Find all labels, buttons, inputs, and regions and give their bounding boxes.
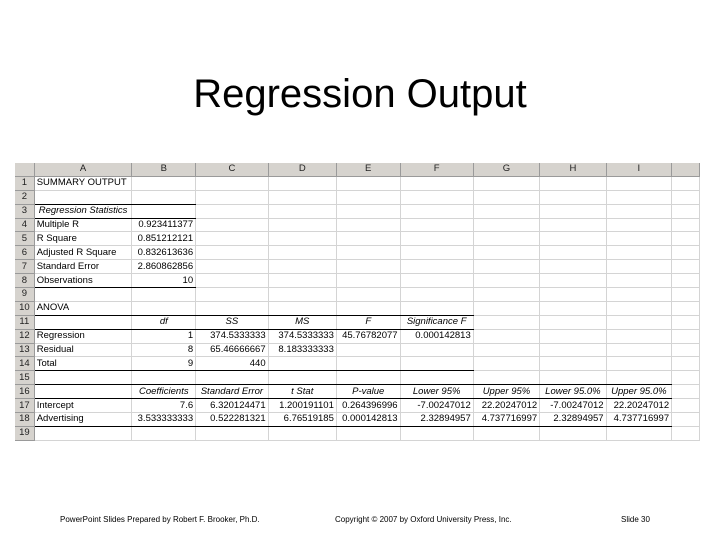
cell[interactable] [34, 426, 132, 440]
column-header-d[interactable]: D [268, 163, 336, 176]
select-all-corner[interactable] [15, 163, 34, 176]
cell[interactable] [196, 288, 269, 302]
cell[interactable] [336, 357, 400, 371]
cell[interactable] [400, 288, 473, 302]
cell[interactable] [473, 426, 539, 440]
cell[interactable] [34, 288, 132, 302]
row-header[interactable]: 5 [15, 232, 34, 246]
row-header[interactable]: 16 [15, 385, 34, 399]
cell[interactable] [196, 301, 269, 315]
cell[interactable]: Coefficients [132, 385, 196, 399]
column-header-extra[interactable] [672, 163, 700, 176]
cell[interactable] [400, 246, 473, 260]
cell[interactable]: 0.264396996 [336, 399, 400, 413]
cell[interactable]: -7.00247012 [400, 399, 473, 413]
sheet-row [15, 204, 700, 218]
row-header[interactable]: 6 [15, 246, 34, 260]
cell[interactable]: 2.860862856 [132, 260, 196, 274]
cell[interactable] [473, 246, 539, 260]
cell[interactable] [540, 357, 606, 371]
cell[interactable] [540, 246, 606, 260]
cell[interactable]: 0.522281321 [196, 413, 269, 427]
cell[interactable] [34, 190, 132, 204]
spreadsheet [15, 163, 700, 439]
cell[interactable] [336, 190, 400, 204]
row-header[interactable]: 14 [15, 357, 34, 371]
column-header-g[interactable]: G [473, 163, 539, 176]
sheet-row [15, 343, 700, 357]
cell[interactable]: df [132, 315, 196, 329]
cell[interactable]: 374.5333333 [268, 329, 336, 343]
cell[interactable] [540, 274, 606, 288]
cell[interactable]: Intercept [34, 399, 132, 413]
cell[interactable] [400, 232, 473, 246]
cell[interactable]: MS [268, 315, 336, 329]
cell[interactable] [336, 232, 400, 246]
cell[interactable] [606, 274, 672, 288]
cell[interactable]: 2.32894957 [400, 413, 473, 427]
cell[interactable] [540, 204, 606, 218]
cell[interactable]: 0.000142813 [336, 413, 400, 427]
cell[interactable] [336, 218, 400, 232]
cell[interactable]: R Square [34, 232, 132, 246]
cell[interactable] [196, 218, 269, 232]
cell[interactable]: 1 [132, 329, 196, 343]
cell[interactable] [268, 274, 336, 288]
cell[interactable] [672, 176, 700, 190]
cell[interactable] [540, 371, 606, 385]
cell[interactable]: Upper 95.0% [606, 385, 672, 399]
cell[interactable] [672, 301, 700, 315]
cell[interactable] [400, 343, 473, 357]
footer-credit: PowerPoint Slides Prepared by Robert F. Brooker, Ph.D. [60, 515, 260, 524]
cell[interactable] [132, 301, 196, 315]
cell[interactable] [473, 371, 539, 385]
cell[interactable] [336, 301, 400, 315]
cell[interactable] [34, 315, 132, 329]
sheet-row [15, 385, 700, 399]
cell[interactable] [336, 426, 400, 440]
cell[interactable]: 4.737716997 [606, 413, 672, 427]
column-header-a[interactable]: A [34, 163, 132, 176]
cell[interactable] [336, 371, 400, 385]
cell[interactable] [606, 176, 672, 190]
sheet-row [15, 413, 700, 427]
cell[interactable] [606, 260, 672, 274]
cell[interactable] [132, 190, 196, 204]
cell[interactable] [540, 315, 606, 329]
cell[interactable] [672, 413, 700, 427]
cell[interactable] [540, 176, 606, 190]
cell[interactable] [672, 190, 700, 204]
cell[interactable] [400, 204, 473, 218]
row-header[interactable]: 9 [15, 288, 34, 302]
cell[interactable]: 22.20247012 [606, 399, 672, 413]
cell[interactable]: 0.923411377 [132, 218, 196, 232]
cell[interactable] [473, 301, 539, 315]
cell[interactable] [540, 218, 606, 232]
cell[interactable]: Upper 95% [473, 385, 539, 399]
cell[interactable] [268, 288, 336, 302]
row-header[interactable]: 13 [15, 343, 34, 357]
cell[interactable] [606, 315, 672, 329]
cell[interactable] [473, 204, 539, 218]
row-header[interactable]: 8 [15, 274, 34, 288]
row-header[interactable]: 2 [15, 190, 34, 204]
cell[interactable]: 9 [132, 357, 196, 371]
cell[interactable] [400, 274, 473, 288]
cell[interactable] [268, 246, 336, 260]
cell[interactable] [336, 204, 400, 218]
cell[interactable] [34, 385, 132, 399]
cell[interactable] [606, 218, 672, 232]
cell[interactable] [196, 426, 269, 440]
row-header[interactable]: 17 [15, 399, 34, 413]
cell[interactable] [672, 357, 700, 371]
row-header[interactable]: 10 [15, 301, 34, 315]
row-header[interactable]: 1 [15, 176, 34, 190]
row-header[interactable]: 19 [15, 426, 34, 440]
cell[interactable] [132, 371, 196, 385]
cell[interactable] [196, 176, 269, 190]
cell[interactable] [268, 260, 336, 274]
cell[interactable]: Residual [34, 343, 132, 357]
cell[interactable] [540, 190, 606, 204]
cell[interactable] [196, 260, 269, 274]
cell[interactable] [400, 371, 473, 385]
cell[interactable]: Lower 95% [400, 385, 473, 399]
sheet-row [15, 218, 700, 232]
sheet-row [15, 399, 700, 413]
cell[interactable]: 2.32894957 [540, 413, 606, 427]
cell[interactable]: Multiple R [34, 218, 132, 232]
cell[interactable] [268, 426, 336, 440]
cell[interactable] [672, 343, 700, 357]
column-header-c[interactable]: C [196, 163, 269, 176]
cell[interactable]: Significance F [400, 315, 473, 329]
row-header[interactable]: 3 [15, 204, 34, 218]
cell[interactable] [672, 260, 700, 274]
cell[interactable] [132, 176, 196, 190]
cell[interactable]: 7.6 [132, 399, 196, 413]
slide-title: Regression Output [193, 72, 527, 116]
cell[interactable] [400, 260, 473, 274]
cell[interactable] [34, 371, 132, 385]
cell[interactable]: t Stat [268, 385, 336, 399]
cell[interactable]: 45.76782077 [336, 329, 400, 343]
cell[interactable] [606, 232, 672, 246]
cell[interactable]: 0.832613636 [132, 246, 196, 260]
cell[interactable] [540, 329, 606, 343]
sheet-row [15, 301, 700, 315]
cell[interactable]: Lower 95.0% [540, 385, 606, 399]
cell[interactable]: 8 [132, 343, 196, 357]
cell[interactable] [606, 329, 672, 343]
cell[interactable] [336, 176, 400, 190]
cell[interactable] [672, 329, 700, 343]
cell[interactable]: 8.183333333 [268, 343, 336, 357]
cell[interactable] [473, 190, 539, 204]
cell[interactable] [336, 343, 400, 357]
cell[interactable] [473, 357, 539, 371]
cell[interactable] [400, 190, 473, 204]
cell[interactable] [336, 246, 400, 260]
cell[interactable] [132, 204, 196, 218]
cell[interactable]: Total [34, 357, 132, 371]
row-header[interactable]: 7 [15, 260, 34, 274]
cell[interactable]: Advertising [34, 413, 132, 427]
cell[interactable]: -7.00247012 [540, 399, 606, 413]
cell[interactable]: 4.737716997 [473, 413, 539, 427]
cell[interactable] [268, 357, 336, 371]
row-header[interactable]: 11 [15, 315, 34, 329]
cell[interactable] [672, 399, 700, 413]
cell[interactable] [268, 232, 336, 246]
column-header-b[interactable]: B [132, 163, 196, 176]
row-header[interactable]: 18 [15, 413, 34, 427]
footer-slide-number: Slide 30 [621, 515, 650, 524]
cell[interactable] [606, 371, 672, 385]
cell[interactable]: Observations [34, 274, 132, 288]
cell[interactable] [196, 274, 269, 288]
cell[interactable] [672, 218, 700, 232]
cell[interactable] [473, 288, 539, 302]
cell[interactable] [473, 176, 539, 190]
cell[interactable] [606, 246, 672, 260]
cell[interactable]: 374.5333333 [196, 329, 269, 343]
cell[interactable] [268, 190, 336, 204]
cell[interactable] [672, 371, 700, 385]
cell[interactable] [400, 426, 473, 440]
cell[interactable]: 10 [132, 274, 196, 288]
column-header-e[interactable]: E [336, 163, 400, 176]
cell[interactable] [672, 385, 700, 399]
cell[interactable]: 0.851212121 [132, 232, 196, 246]
cell[interactable]: 6.76519185 [268, 413, 336, 427]
cell[interactable] [672, 204, 700, 218]
sheet-row [15, 426, 700, 440]
cell[interactable] [473, 315, 539, 329]
cell[interactable]: SUMMARY OUTPUT [34, 176, 132, 190]
column-header-i[interactable]: I [606, 163, 672, 176]
cell[interactable]: 6.320124471 [196, 399, 269, 413]
cell[interactable] [196, 232, 269, 246]
row-header[interactable]: 12 [15, 329, 34, 343]
cell[interactable]: Standard Error [196, 385, 269, 399]
sheet-row [15, 288, 700, 302]
cell[interactable] [606, 357, 672, 371]
cell[interactable]: 65.46666667 [196, 343, 269, 357]
cell[interactable]: 3.533333333 [132, 413, 196, 427]
sheet-row [15, 260, 700, 274]
cell[interactable]: Regression Statistics [34, 204, 132, 218]
cell[interactable]: 0.000142813 [400, 329, 473, 343]
cell[interactable] [268, 204, 336, 218]
cell[interactable]: SS [196, 315, 269, 329]
cell[interactable] [336, 274, 400, 288]
cell[interactable] [672, 246, 700, 260]
cell[interactable] [540, 232, 606, 246]
cell[interactable] [606, 288, 672, 302]
cell[interactable] [540, 260, 606, 274]
cell[interactable] [400, 301, 473, 315]
cell[interactable] [196, 371, 269, 385]
cell[interactable] [606, 190, 672, 204]
cell[interactable] [132, 288, 196, 302]
sheet-row [15, 315, 700, 329]
cell[interactable] [672, 315, 700, 329]
cell[interactable] [400, 176, 473, 190]
cell[interactable] [473, 260, 539, 274]
cell[interactable] [672, 426, 700, 440]
cell[interactable] [672, 232, 700, 246]
cell[interactable] [132, 426, 196, 440]
cell[interactable] [473, 218, 539, 232]
sheet-row [15, 176, 700, 190]
cell[interactable] [672, 274, 700, 288]
cell[interactable] [473, 329, 539, 343]
sheet-row [15, 371, 700, 385]
cell[interactable] [540, 343, 606, 357]
cell[interactable] [336, 288, 400, 302]
cell[interactable]: Adjusted R Square [34, 246, 132, 260]
sheet-row [15, 329, 700, 343]
cell[interactable] [473, 343, 539, 357]
cell[interactable] [606, 343, 672, 357]
cell[interactable] [473, 274, 539, 288]
cell[interactable] [473, 232, 539, 246]
column-header-h[interactable]: H [540, 163, 606, 176]
cell[interactable]: P-value [336, 385, 400, 399]
sheet-row [15, 232, 700, 246]
cell[interactable] [540, 426, 606, 440]
cell[interactable] [268, 176, 336, 190]
cell[interactable] [606, 301, 672, 315]
cell[interactable] [336, 260, 400, 274]
cell[interactable]: F [336, 315, 400, 329]
cell[interactable] [268, 301, 336, 315]
row-header[interactable]: 4 [15, 218, 34, 232]
footer-copyright: Copyright © 2007 by Oxford University Press, Inc. [335, 515, 512, 524]
cell[interactable]: 1.200191101 [268, 399, 336, 413]
cell[interactable]: Regression [34, 329, 132, 343]
cell[interactable] [400, 218, 473, 232]
cell[interactable] [196, 246, 269, 260]
row-header[interactable]: 15 [15, 371, 34, 385]
cell[interactable]: 440 [196, 357, 269, 371]
cell[interactable] [268, 218, 336, 232]
spreadsheet-grid [15, 163, 700, 441]
cell[interactable] [196, 190, 269, 204]
column-header-row [15, 163, 700, 176]
column-header-f[interactable]: F [400, 163, 473, 176]
cell[interactable] [540, 301, 606, 315]
cell[interactable] [672, 288, 700, 302]
cell[interactable] [400, 357, 473, 371]
sheet-row [15, 357, 700, 371]
cell[interactable]: 22.20247012 [473, 399, 539, 413]
cell[interactable] [606, 426, 672, 440]
sheet-row [15, 274, 700, 288]
cell[interactable]: ANOVA [34, 301, 132, 315]
cell[interactable]: Standard Error [34, 260, 132, 274]
sheet-row [15, 190, 700, 204]
cell[interactable] [606, 204, 672, 218]
cell[interactable] [540, 288, 606, 302]
sheet-row [15, 246, 700, 260]
cell[interactable] [196, 204, 269, 218]
cell[interactable] [268, 371, 336, 385]
